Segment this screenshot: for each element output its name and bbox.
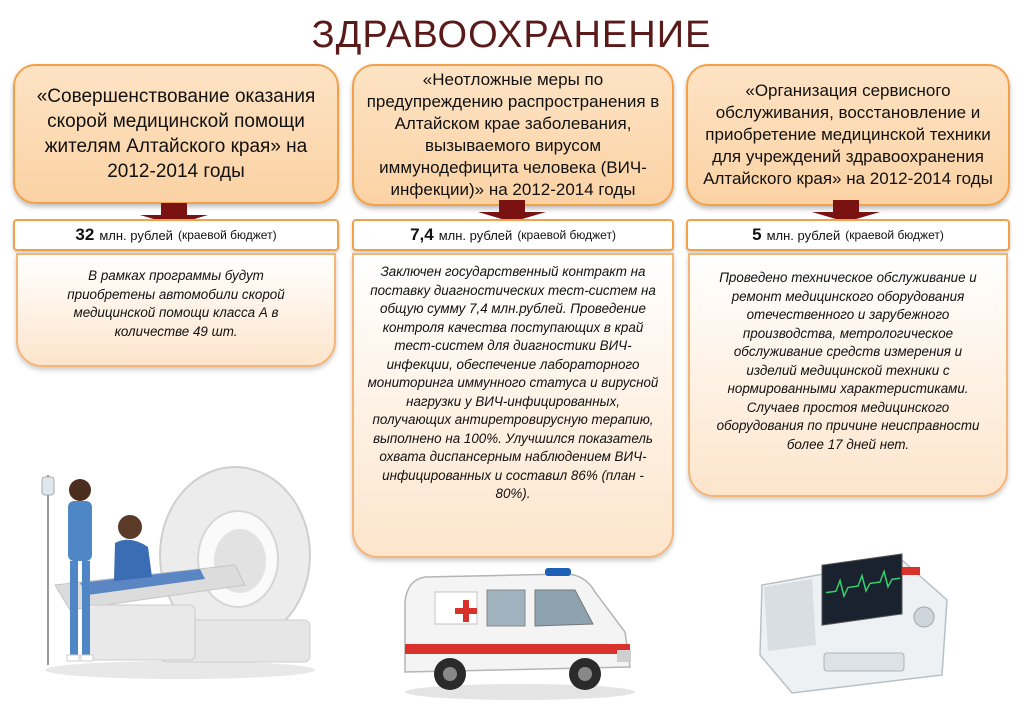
mri-scanner-photo xyxy=(30,455,320,680)
budget-unit: млн. рублей xyxy=(438,227,513,243)
budget-source: (краевой бюджет) xyxy=(177,228,277,242)
program-heading-hiv xyxy=(352,64,674,206)
program-heading-text: «Совершенствование оказания скорой медицинской помощи жителям Алтайского края» на 2012-2014 годы xyxy=(36,86,316,182)
budget-amount-ambulance xyxy=(13,219,339,251)
budget-amount-equipment xyxy=(686,219,1010,251)
budget-amount-hiv xyxy=(352,219,674,251)
budget-value: 7,4 xyxy=(410,225,434,244)
program-result-equipment xyxy=(688,253,1008,497)
budget-source: (краевой бюджет) xyxy=(845,228,944,242)
program-result-hiv xyxy=(352,253,674,558)
ambulance-photo xyxy=(395,562,645,702)
program-result-ambulance xyxy=(16,253,336,367)
budget-unit: млн. рублей xyxy=(766,227,841,243)
result-text: В рамках программы будут приобретены автомобили скорой медицинской помощи класса А в количестве 49 шт. xyxy=(67,268,285,339)
program-heading-text: «Организация сервисного обслуживания, восстановление и приобретение медицинской техники для учреждений здравоохранения Алтайского края» на 2012-2014 годы xyxy=(703,81,993,188)
result-text: Проведено техническое обслуживание и ремонт медицинского оборудования отечественного и зарубежного производства, метрологическое обслуживание средств измерения и изделий медицинской техники с нормированными характеристиками. Случаев простоя медицинского оборудования по причине неисправности более 17 дней нет. xyxy=(716,270,980,452)
page-title: ЗДРАВООХРАНЕНИЕ xyxy=(311,14,712,56)
program-heading-ambulance xyxy=(13,64,339,204)
result-text: Заключен государственный контракт на поставку диагностических тест-систем на общую сумму 7,4 млн.рублей. Проведение контроля качества поступающих в край тест-систем для диагностики ВИЧ-инфекции, обеспечение лабораторного мониторинга иммунного статуса и вирусной нагрузки у ВИЧ-инфицированных, получающих антиретровирусную терапию, выполнено на 100%. Улучшился показатель охвата диспансерным наблюдением ВИЧ-инфицированных и составил 86% (план - 80%). xyxy=(367,264,659,501)
program-heading-text: «Неотложные меры по предупреждению распространения в Алтайском крае заболевания, вызываемого вирусом иммунодефицита человека (ВИЧ-инфекции)» на 2012-2014 годы xyxy=(366,70,660,199)
program-heading-equipment xyxy=(686,64,1010,206)
ecg-device-photo xyxy=(752,545,952,695)
budget-value: 32 xyxy=(75,225,95,244)
budget-source: (краевой бюджет) xyxy=(517,228,616,242)
budget-unit: млн. рублей xyxy=(99,227,173,243)
budget-value: 5 xyxy=(752,225,762,244)
